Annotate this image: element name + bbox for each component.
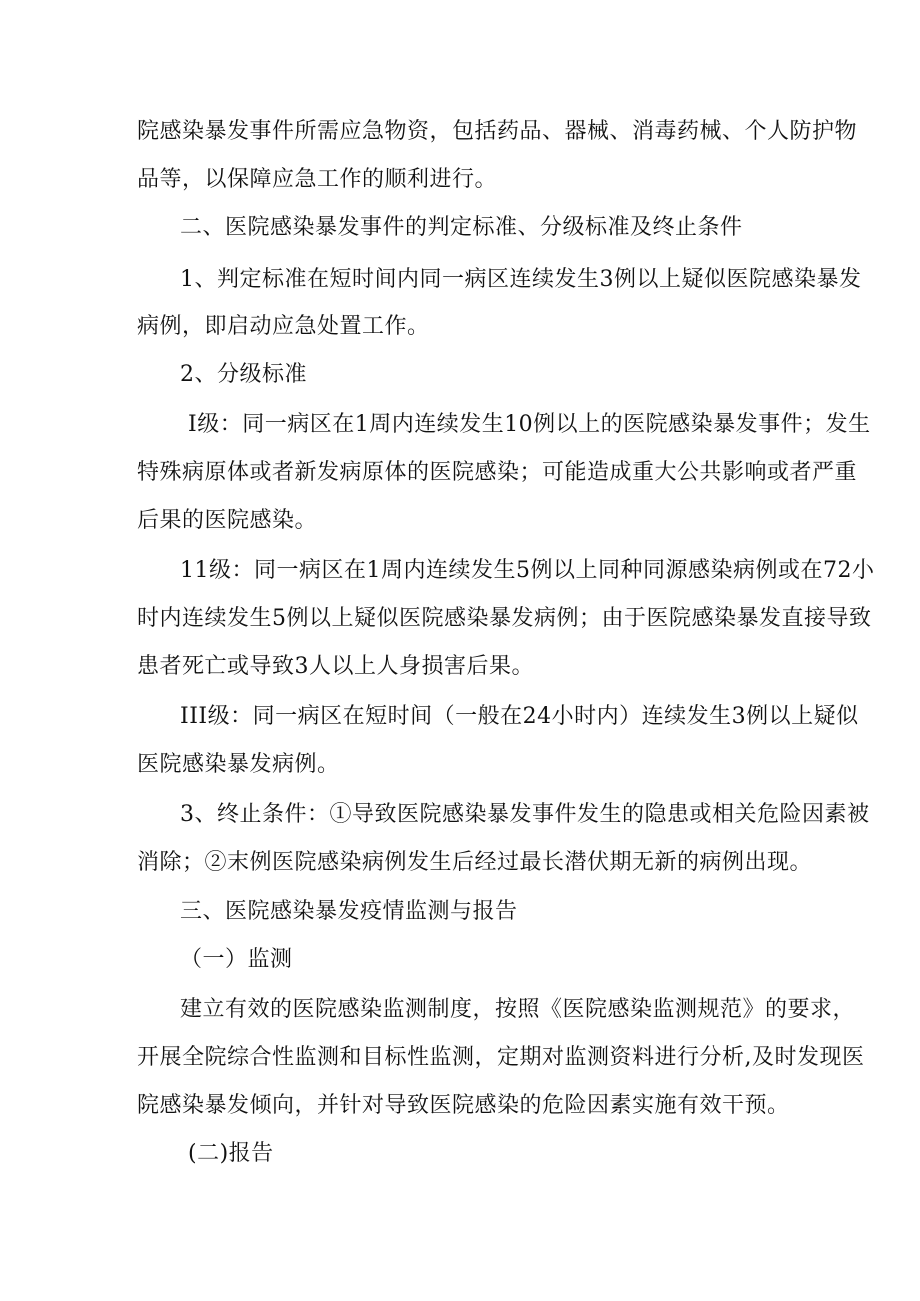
text-line: 开展全院综合性监测和目标性监测，定期对监测资料进行分析,及时发现医 [137, 1045, 865, 1070]
text-line: 院感染暴发倾向，并针对导致医院感染的危险因素实施有效干预。 [137, 1093, 790, 1118]
text-line: 患者死亡或导致3人以上人身损害后果。 [137, 654, 534, 679]
text-line: III级：同一病区在短时间（一般在24小时内）连续发生3例以上疑似 [180, 704, 859, 729]
text-line: 院感染暴发事件所需应急物资，包括药品、器械、消毒药械、个人防护物 [137, 119, 858, 144]
subheading: 2、分级标准 [180, 362, 307, 387]
text-line: 消除；②末例医院感染病例发生后经过最长潜伏期无新的病例出现。 [137, 850, 813, 875]
section-heading: 三、医院感染暴发疫情监测与报告 [180, 899, 518, 924]
text-line: 建立有效的医院感染监测制度，按照《医院感染监测规范》的要求， [180, 997, 856, 1022]
text-line: 病例，即启动应急处置工作。 [137, 314, 430, 339]
text-line: 后果的医院感染。 [137, 508, 318, 533]
text-line: 品等，以保障应急工作的顺利进行。 [137, 167, 498, 192]
text-line: 11级：同一病区在1周内连续发生5例以上同种同源感染病例或在72小 [180, 558, 875, 583]
text-line: 医院感染暴发病例。 [137, 752, 340, 777]
section-heading: 二、医院感染暴发事件的判定标准、分级标准及终止条件 [180, 215, 743, 240]
subheading: （一）监测 [180, 947, 293, 972]
text-line: 特殊病原体或者新发病原体的医院感染；可能造成重大公共影响或者严重 [137, 460, 858, 485]
subheading: (二)报告 [188, 1141, 274, 1166]
text-line: 3、终止条件：①导致医院感染暴发事件发生的隐患或相关危险因素被 [180, 802, 870, 827]
text-line: I级：同一病区在1周内连续发生10例以上的医院感染暴发事件；发生 [188, 412, 871, 437]
text-line: 1、判定标准在短时间内同一病区连续发生3例以上疑似医院感染暴发 [180, 267, 862, 292]
text-line: 时内连续发生5例以上疑似医院感染暴发病例；由于医院感染暴发直接导致 [137, 606, 872, 631]
